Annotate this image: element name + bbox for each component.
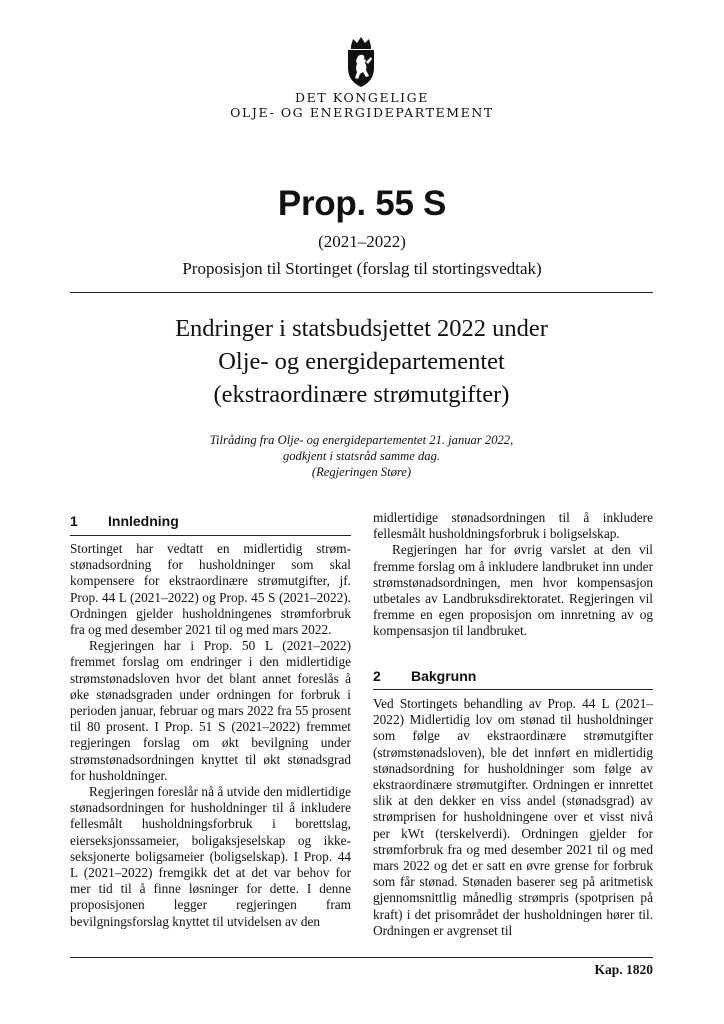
right-column-continuation xyxy=(373,510,653,640)
section-heading-rule xyxy=(373,689,653,690)
footer-divider xyxy=(70,957,653,958)
session-years: (2021–2022) xyxy=(318,232,406,251)
ministry-name-line2: OLJE- OG ENERGIDEPARTEMENT xyxy=(230,105,494,120)
section-title: Innledning xyxy=(108,513,179,529)
approval-line: godkjent i statsråd samme dag. xyxy=(282,449,441,463)
section-heading-bakgrunn xyxy=(373,668,653,684)
approval-note xyxy=(70,432,653,480)
paragraph: Regjeringen foreslår nå å utvide den midlertidige stønadsordningen for husholdninger til å inkludere fellesmålt husholdningsforbruk i borettslag, eierseksjonssameier, boligaksjeselskap og ikke-seksjonerte boligsameier (boligselskap). I Prop. 44 L (2021–2022) fremgikk det at det var behov for mer tid til å finne løsninger for dette. I denne proposisjonen legger regjeringen fram bevilgningsforslag knyttet til utvidelsen av den xyxy=(70,784,351,929)
proposition-number: Prop. 55 S xyxy=(277,184,447,223)
paragraph: Ved Stortingets behandling av Prop. 44 L (2021–2022) Midlertidig lov om stønad til husholdninger som følge av ekstraordinære strømutgifter (strømstønadsloven), ble det innført en midlertidig stønadsordning for husholdninger som følge av ekstraordinære strømutgifter. Ordningen er innrettet slik at den dekker en viss andel (stønadsgrad) av strømprisen for husholdningene over et visst nivå per kWt (terskelverdi). Ordningen gjelder for strømforbruk fra og med desember 2021 til og med mars 2022 og det er satt en øvre grense for forbruk som får stønad. Stønaden baserer seg på aritmetisk gjennomsnittlig månedlig strømpris (spotprisen på kraft) i det prisområdet der husholdningen hører til. Ordningen er avgrenset til xyxy=(373,696,653,938)
right-column-text xyxy=(373,696,653,939)
title-divider xyxy=(70,292,653,293)
paragraph: Stortinget har vedtatt en midlertidig strømstønadsordning for husholdninger som skal kompensere for ekstraordinære strømutgifter, jf. Prop. 44 L (2021–2022) og Prop. 45 S (2021–2022). Ordningen gjelder husholdningenes strømforbruk fra og med desember 2021 til og med mars 2022. xyxy=(70,541,351,638)
paragraph: Regjeringen har i Prop. 50 L (2021–2022) fremmet forslag om endringer i den midlertidige strømstønadsloven hvor det blant annet foreslås å øke stønadsgraden under ordningen for forbruk i perioden januar, februar og mars 2022 fra 55 prosent til 80 prosent. I Prop. 51 S (2021–2022) fremmet regjeringen forslag om økt bevilgning under strømstønadsordningen knyttet til økt stønadsgrad for husholdninger. xyxy=(70,638,351,783)
section-number: 2 xyxy=(373,668,381,684)
chapter-label: Kap. 1820 xyxy=(594,962,653,977)
approval-line: Tilråding fra Olje- og energidepartementet 21. januar 2022, xyxy=(209,433,514,447)
ministry-name-line1: DET KONGELIGE xyxy=(295,90,429,105)
norwegian-coat-of-arms-icon xyxy=(339,36,383,88)
paragraph: midlertidige stønadsordningen til å inkludere fellesmålt husholdningsforbruk i boligselskap. xyxy=(373,510,653,542)
paragraph: Regjeringen har for øvrig varslet at den vil fremme forslag om å inkludere landbruket inn under strømstønadsordningen, men hvor kompensasjon utbetales av Landbruksdirektoratet. Regjeringen vil fremme en egen proposisjon om innretning av og kompensasjon til landbruket. xyxy=(373,542,653,639)
section-number: 1 xyxy=(70,513,78,529)
section-title: Bakgrunn xyxy=(411,668,477,684)
document-title xyxy=(70,312,653,411)
title-line: Endringer i statsbudsjettet 2022 under xyxy=(175,315,548,342)
title-line: (ekstraordinære strømutgifter) xyxy=(213,381,510,408)
section-heading-rule xyxy=(70,535,351,536)
approval-line: (Regjeringen Støre) xyxy=(311,465,412,479)
section-heading-innledning xyxy=(70,513,351,529)
left-column-text xyxy=(70,541,351,930)
proposition-type: Proposisjon til Stortinget (forslag til stortingsvedtak) xyxy=(182,259,542,278)
title-line: Olje- og energidepartementet xyxy=(218,348,505,375)
